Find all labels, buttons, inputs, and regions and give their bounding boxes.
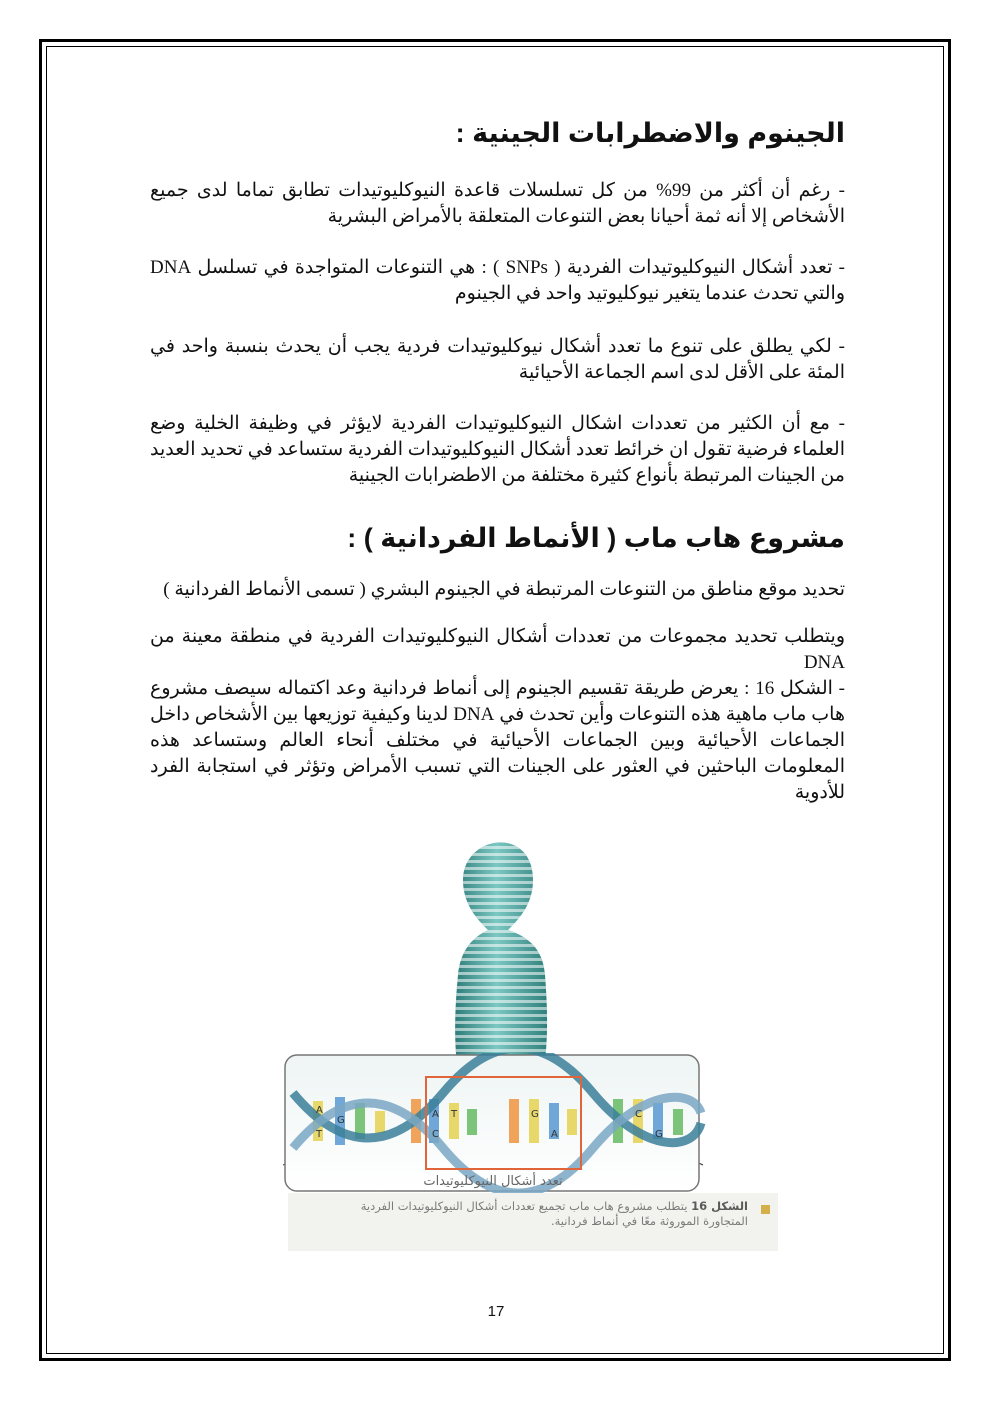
dna-double-helix <box>283 1053 783 1193</box>
paragraph <box>150 577 845 603</box>
caption-lead: الشكل 16 <box>691 1199 748 1213</box>
caption-text <box>328 1199 748 1229</box>
paragraph <box>150 178 845 230</box>
base-letter: T <box>451 1109 458 1120</box>
caption-marker <box>761 1205 770 1214</box>
paragraph <box>150 676 845 806</box>
figure-chromosome-dna <box>283 825 783 1255</box>
section-heading: الجينوم والاضطرابات الجينية : <box>455 118 845 148</box>
base-letter: T <box>316 1129 323 1140</box>
base-letter: C <box>635 1109 642 1120</box>
section-genome-disorders <box>150 116 845 150</box>
base-letter: A <box>432 1109 439 1120</box>
base-letter: A <box>551 1129 558 1140</box>
paragraph-text: - الشكل 16 : يعرض طريقة تقسيم الجينوم إلى أنماط فردانية وعد اكتماله سيصف مشروع هاب ماب ماهية هذه التنوعات وأين تحدث في DNA لدينا وكيفية توزيعها بين الأشخاص داخل الجماعات الأحيائية وبين الجماعات الأحيائية في مختلف أنحاء العالم وستساعد هذه المعلومات الباحثين في العثور على الجينات التي تسبب الأمراض وتؤثر في استجابة الفرد للأدوية <box>150 678 845 803</box>
section-hapmap <box>150 521 845 555</box>
strip-label: تعدد أشكال النيوكليوتيدات <box>423 1174 563 1189</box>
base-letter: G <box>655 1129 663 1140</box>
figure-caption <box>288 1193 778 1251</box>
caption-body: يتطلب مشروع هاب ماب تجميع تعددات أشكال النيوكليوتيدات الفردية المتجاورة الموروثة معًا في أنماط فردانية. <box>360 1199 748 1228</box>
base-letter: C <box>432 1129 439 1140</box>
section-heading: مشروع هاب ماب ( الأنماط الفردانية ) : <box>347 523 845 553</box>
base-letter: G <box>531 1109 539 1120</box>
paragraph <box>150 334 845 386</box>
paragraph-text: - لكي يطلق على تنوع ما تعدد أشكال نيوكليوتيدات فردية يجب أن يحدث بنسبة واحد في المئة على الأقل لدى اسم الجماعة الأحيائية <box>150 336 845 383</box>
paragraph-text: تحديد موقع مناطق من التنوعات المرتبطة في الجينوم البشري ( تسمى الأنماط الفردانية ) <box>163 579 845 600</box>
paragraph <box>150 255 845 307</box>
paragraph <box>150 624 845 676</box>
base-letter: A <box>316 1105 323 1116</box>
paragraph-text: - تعدد أشكال النيوكليوتيدات الفردية ( SNPs ) : هي التنوعات المتواجدة في تسلسل DNA والتي تحدث عندما يتغير نيوكليوتيد واحد في الجينوم <box>150 257 845 304</box>
base-letter: G <box>337 1115 345 1126</box>
paragraph <box>150 411 845 489</box>
paragraph-text: - مع أن الكثير من تعددات اشكال النيوكليوتيدات الفردية لايؤثر في وظيفة الخلية وضع العلماء فرضية تقول ان خرائط تعدد أشكال النيوكليوتيدات الفردية ستساعد في تحديد العديد من الجينات المرتبطة بأنواع كثيرة مختلفة من الاطضرابات الجينية <box>150 413 845 486</box>
paragraph-text: ويتطلب تحديد مجموعات من تعددات أشكال النيوكليوتيدات الفردية في منطقة معينة من DNA <box>150 626 845 673</box>
page-number: 17 <box>487 1303 505 1320</box>
paragraph-text: - رغم أن أكثر من 99% من كل تسلسلات قاعدة النيوكليوتيدات تطابق تماما لدى جميع الأشخاص إلا أنه ثمة أحيانا بعض التنوعات المتعلقة بالأمراض البشرية <box>150 180 845 227</box>
